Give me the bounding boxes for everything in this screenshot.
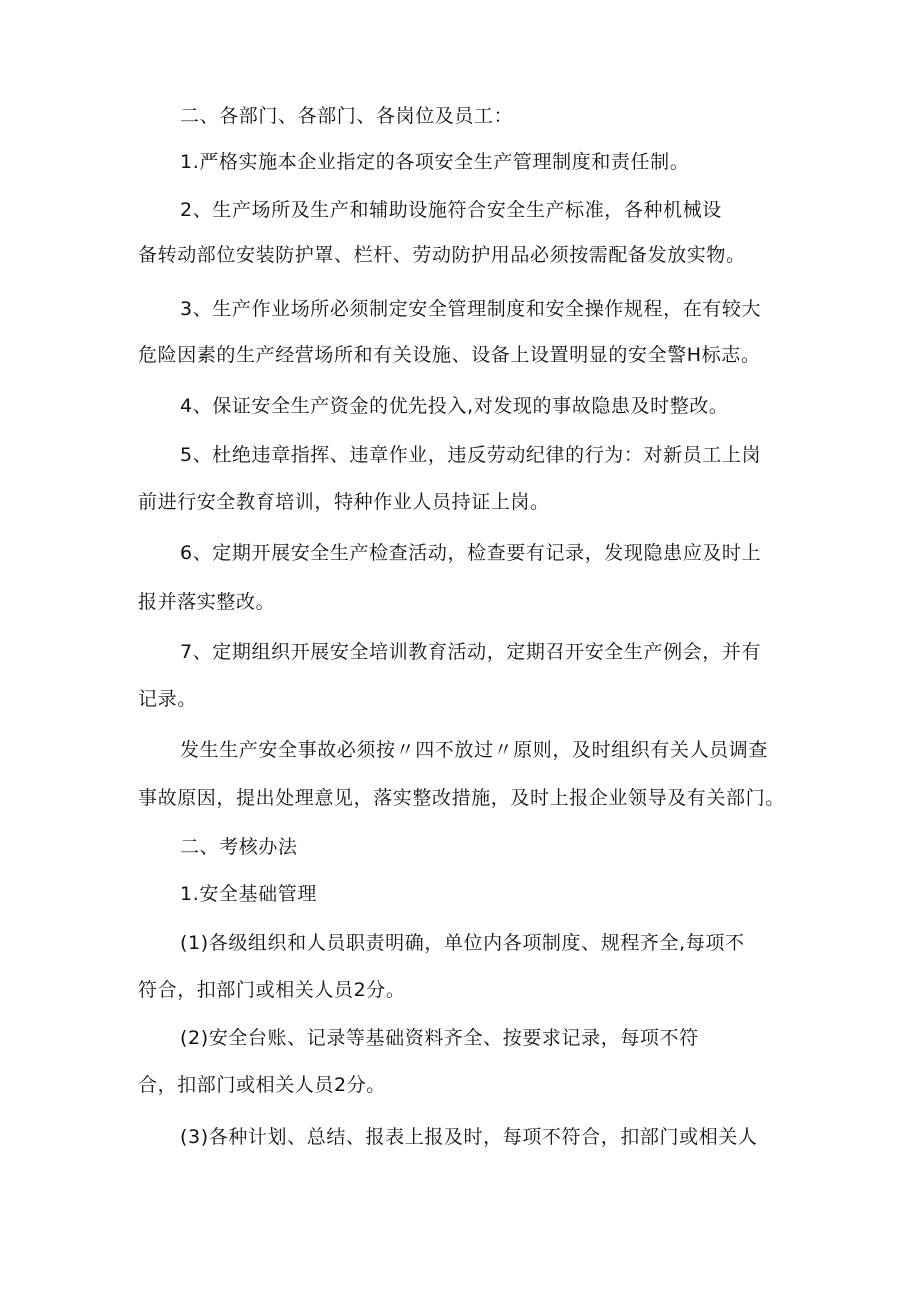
paragraph-line: (1)各级组织和人员职责明确，单位内各项制度、规程齐全,每项不 bbox=[180, 932, 745, 954]
section-heading-departments: 二、各部门、各部门、各岗位及员工： bbox=[180, 105, 514, 127]
paragraph-line: 7、定期组织开展安全培训教育活动，定期召开安全生产例会，并有 bbox=[180, 641, 762, 663]
paragraph-line: 3、生产作业场所必须制定安全管理制度和安全操作规程，在有较大 bbox=[180, 298, 762, 320]
paragraph-line: (2)安全台账、记录等基础资料齐全、按要求记录，每项不符 bbox=[180, 1027, 699, 1049]
paragraph-line: 备转动部位安装防护罩、栏杆、劳动防护用品必须按需配备发放实物。 bbox=[138, 244, 746, 266]
paragraph-line: 前进行安全教育培训，特种作业人员持证上岗。 bbox=[138, 491, 550, 513]
paragraph-line: 危险因素的生产经营场所和有关设施、设备上设置明显的安全警H标志。 bbox=[138, 344, 761, 366]
subsection-heading: 1.安全基础管理 bbox=[180, 883, 317, 905]
paragraph-line: 2、生产场所及生产和辅助设施符合安全生产标准，各种机械设 bbox=[180, 199, 722, 221]
paragraph-line: (3)各种计划、总结、报表上报及时，每项不符合，扣部门或相关人 bbox=[180, 1126, 758, 1148]
paragraph-line: 1.严格实施本企业指定的各项安全生产管理制度和责任制。 bbox=[180, 151, 690, 173]
paragraph-line: 记录。 bbox=[138, 688, 197, 710]
paragraph-line: 发生生产安全事故必须按〃四不放过〃原则，及时组织有关人员调查 bbox=[180, 739, 769, 761]
paragraph-line: 报并落实整改。 bbox=[138, 591, 276, 613]
paragraph-line: 4、保证安全生产资金的优先投入,对发现的事故隐患及时整改。 bbox=[180, 395, 729, 417]
paragraph-line: 合，扣部门或相关人员2分。 bbox=[138, 1074, 386, 1096]
paragraph-line: 符合，扣部门或相关人员2分。 bbox=[138, 979, 406, 1001]
paragraph-line: 6、定期开展安全生产检查活动，检查要有记录，发现隐患应及时上 bbox=[180, 542, 762, 564]
paragraph-line: 事故原因，提出处理意见，落实整改措施，及时上报企业领导及有关部门。 bbox=[138, 787, 785, 809]
paragraph-line: 5、杜绝违章指挥、违章作业，违反劳动纪律的行为：对新员工上岗 bbox=[180, 444, 762, 466]
section-heading-assessment: 二、考核办法 bbox=[180, 836, 298, 858]
